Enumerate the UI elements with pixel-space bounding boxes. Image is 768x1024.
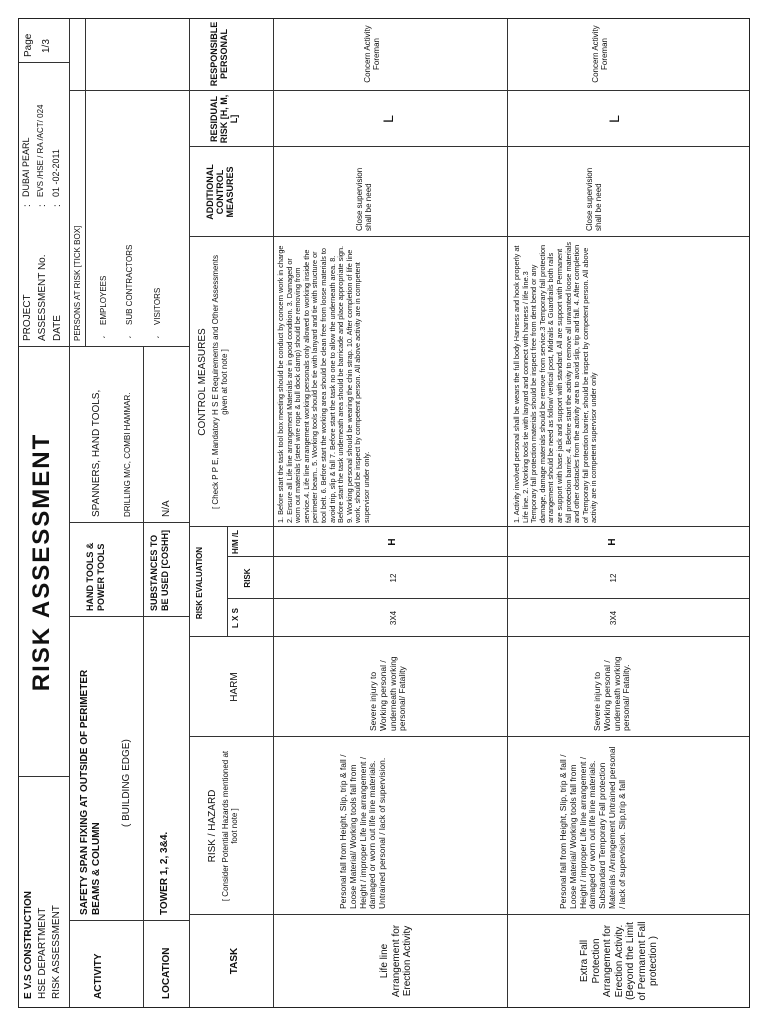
page-label: Page — [23, 33, 34, 57]
location-value: TOWER 1, 2, 3&4. — [159, 831, 170, 915]
tools-label: HAND TOOLS & POWER TOOLS — [85, 542, 106, 611]
risk-cell: 12 — [609, 573, 618, 583]
activity-value: SAFETY SPAN FIXING AT OUTSIDE OF PERIMETER BEAMS & COLUMN — [79, 669, 102, 915]
column-control-note: [ Check P P E, Mandatory H S E Requirements and Other Assessments given at foot note ] — [211, 254, 230, 510]
column-hazard-note: [ Consider Potential Hazards mentioned at foot note ] — [221, 750, 240, 902]
tick-mark: ˏ — [121, 335, 132, 339]
tick-mark: ˏ — [149, 335, 160, 339]
additional-cell: Close supervision shall be need — [355, 167, 374, 231]
substances-value: N/A — [161, 500, 172, 517]
column-task: TASK — [229, 947, 240, 975]
company-name: E V.S CONSTRUCTION — [23, 891, 34, 999]
page-title: RISK ASSESSMENT — [28, 432, 55, 692]
column-harm: HARM — [229, 672, 240, 702]
control-cell: 1. Before start the task tool box meeting should be conduct by concern work in charge 2. Ensure all Life line arrangement Materials are in good condition. 3. Damaged or worn out materials (steel wire rope & bull dock clamp) should be removing from service.4. Life line arrangement working personals only allowed to working inside the perimeter beam.. 5. Working tools should be tie with lanyard and tie with structure or tool belt. 6. Before start the working area should be clean free from loose materials to avoid trip, slip & fall 7. Before start the task no one to allow the underneath area. 8. Before start the task underneath area should be barricade and place appropriate sign. 9. Working personal should be wearing the chin strap. 10. After completion of life line work, should be inspect by competent person. All above activity are in competent supervisor under only. — [276, 245, 372, 523]
residual-cell: L — [380, 115, 396, 123]
colon: : — [22, 204, 33, 207]
hml-cell: H — [387, 538, 398, 546]
document-type: RISK ASSESSMENT — [51, 905, 62, 999]
department-name: HSE DEPARTMENT — [37, 907, 48, 999]
column-risk: RISK — [243, 568, 252, 588]
column-control: CONTROL MEASURES — [197, 328, 208, 436]
column-hazard: RISK / HAZARD — [207, 789, 218, 863]
task-cell: Extra Fall Protection Arrangement for Erection Activity. (Beyond the Limit of Permanent Fall protection ) — [579, 921, 659, 1001]
person-employees: EMPLOYEES — [99, 275, 108, 325]
responsible-cell: Concern Activity Foreman — [363, 25, 382, 83]
control-cell: 1. Activity involved personal shall be wears the full body Harness and hook properly at Life line. 2. Working tools tie with lanyard and connect with harness / life line.3 Temporary fall protection materials should be inspect free from dent bend or any damage, damage materials should be remove from service.3 Temporary fall protection arrangement should be need as follow/ vertical post, Midrails & Guardrails both rails are support with base jack and support with standard. All are support with Permanent fall protection barrier. 4. Before start the activity to remove all unwanted loose materials and other obstacles from the activity area to avoid slip, trip and fall. 4. After completion of Temporary fall protection barrier, should be inspect by competent person. All above activity are in competent supervisor under only — [512, 241, 599, 523]
tick-mark: ˏ — [95, 335, 106, 339]
tools-value-2: DRILLING M/C, COMBI HAMMAR. — [123, 392, 132, 517]
column-responsible: RESPONSIBLE PERSONAL — [209, 21, 229, 87]
lxs-cell: 3X4 — [609, 610, 618, 626]
assessment-label: ASSESSMENT No. — [37, 254, 48, 341]
residual-cell: L — [606, 115, 622, 123]
tools-value: SPANNERS, HAND TOOLS, — [91, 389, 102, 517]
column-lxs: L X S — [231, 608, 240, 628]
column-additional: ADDITIONAL CONTROL MEASURES — [205, 164, 235, 220]
additional-cell: Close supervision shall be need — [585, 167, 604, 231]
harm-cell: Severe injury to Working personal / underneath working personal/ Fatality. — [592, 656, 632, 731]
hazard-cell: Personal fall from Height, Slip, trip & fall / Loose Material/ Working tools fall from Height / improper Life line arrangement / damaged or worn out life line materials. Substandard Temporary Fall protection Materials /Arrangement Untrained personal / lack of supervision. Slip,trip & fall — [558, 746, 627, 909]
assessment-number: EVS /HSE / RA /ACT/ 024 — [36, 104, 45, 197]
colon: : — [52, 204, 63, 207]
date-value: 01 -02-2011 — [51, 149, 61, 197]
lxs-cell: 3X4 — [389, 610, 398, 626]
hazard-cell: Personal fall from Height, Slip, trip & fall / Loose Material/ Working tools fall from Height / improper Life line arrangement / damaged or worn out life line materials. Untrained personal / lack of supervision. — [338, 754, 388, 909]
project-label: PROJECT — [22, 294, 33, 341]
location-label: LOCATION — [161, 947, 172, 999]
column-risk-evaluation: RISK EVALUATION — [195, 546, 204, 620]
risk-assessment-form — [18, 18, 750, 1008]
substances-label: SUBSTANCES TO BE USED [COSHH] — [149, 529, 170, 611]
hml-cell: H — [607, 538, 618, 546]
project-value: DUBAI PEARL — [21, 137, 31, 197]
person-sub-contractors: SUB CONTRACTORS — [125, 244, 134, 325]
harm-cell: Severe injury to Working personal / underneath working personal/ Fatality — [368, 656, 408, 731]
colon: : — [37, 204, 48, 207]
activity-subtitle: ( BUILDING EDGE) — [121, 739, 132, 827]
task-cell: Life line Arrangement for Erection Activity — [379, 924, 413, 998]
responsible-cell: Concern Activity Foreman — [591, 25, 610, 83]
persons-at-risk-label: PERSONS AT RISK [TICK BOX] — [73, 225, 82, 341]
column-hml: H/M /L — [231, 530, 240, 554]
page-number: 1/3 — [41, 39, 52, 53]
person-visitors: VISITORS — [153, 287, 162, 325]
column-residual: RESIDUAL RISK [H, M, L] — [209, 94, 239, 144]
date-label: DATE — [52, 315, 63, 341]
risk-cell: 12 — [389, 573, 398, 583]
activity-label: ACTIVITY — [93, 953, 104, 999]
